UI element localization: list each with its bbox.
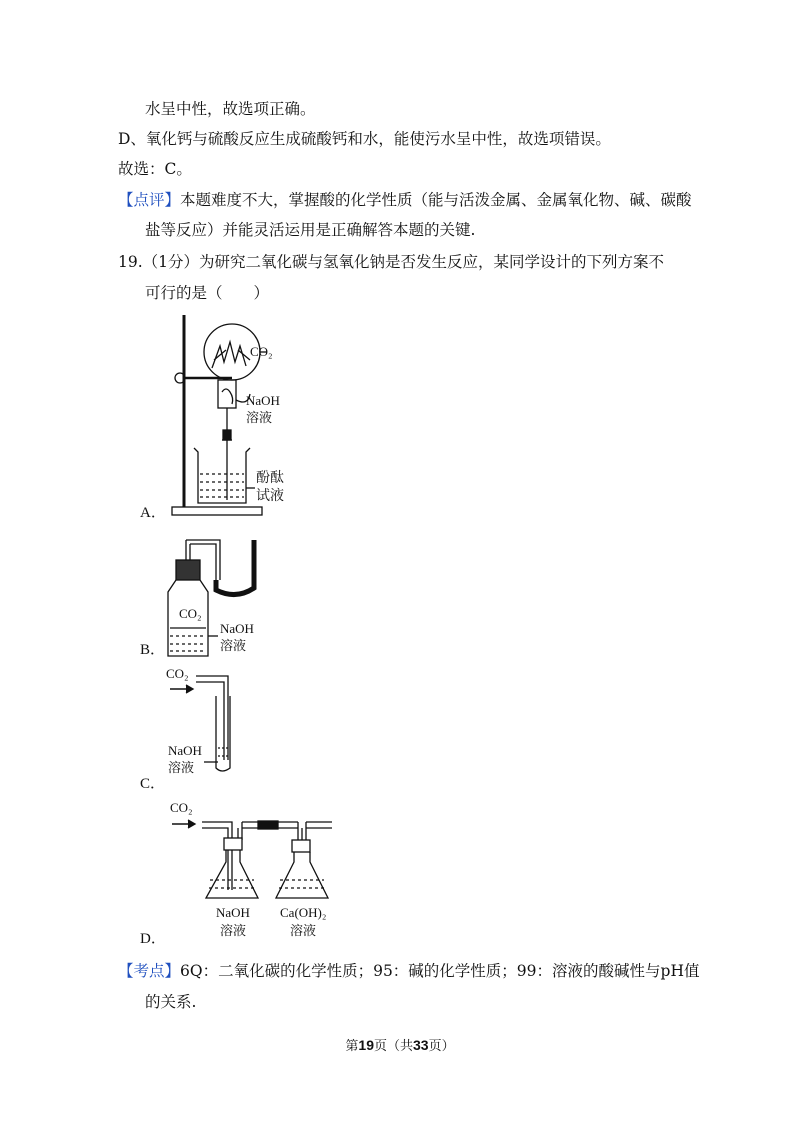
option-b-label: B． [140, 642, 166, 658]
label-a-naoh: NaOH [246, 393, 280, 408]
label-a-phenolphthalein: 酚酞 [256, 471, 284, 486]
label-a-solution: 溶液 [246, 410, 273, 425]
keypoint-line [118, 960, 699, 982]
review-text: 本题难度不大，掌握酸的化学性质（能与活泼金属、金属氧化物、碱、碳酸 [180, 191, 692, 209]
label-b-naoh: NaOH [220, 621, 254, 636]
label-c-naoh: NaOH [168, 743, 202, 758]
option-d-label: D． [140, 931, 166, 947]
label-d-naoh-solution: 溶液 [220, 923, 247, 938]
page-footer: 第19页（共33页） [345, 1037, 455, 1054]
label-d-caoh2: Ca(OH)₂ [280, 905, 327, 920]
label-a-co2: CO₂ [250, 344, 273, 359]
text-line-3: 故选：C。 [118, 160, 192, 178]
label-b-solution: 溶液 [220, 638, 247, 653]
keypoint-line-2: 的关系. [145, 993, 197, 1011]
option-c-label: C． [140, 776, 166, 792]
question-line-2: 可行的是（ ） [145, 284, 270, 302]
label-d-caoh2-solution: 溶液 [290, 923, 317, 938]
label-d-co2: CO₂ [170, 800, 193, 815]
label-d-naoh: NaOH [216, 905, 250, 920]
label-c-co2: CO₂ [166, 666, 189, 681]
text-line-2: D、氧化钙与硫酸反应生成硫酸钙和水，能使污水呈中性，故选项错误。 [118, 130, 611, 148]
keypoint-tag: 【考点】 [118, 962, 181, 980]
text-line-1: 水呈中性，故选项正确。 [145, 100, 316, 118]
label-b-co2: CO₂ [179, 606, 202, 621]
review-tag: 【点评】 [118, 191, 181, 209]
review-line-2: 盐等反应）并能灵活运用是正确解答本题的关键. [145, 221, 476, 239]
page-total: 33 [413, 1037, 429, 1053]
label-c-solution: 溶液 [168, 760, 195, 775]
question-line-1: 19.（1分）为研究二氧化碳与氢氧化钠是否发生反应，某同学设计的下列方案不 [118, 253, 665, 271]
diagram-d [172, 820, 332, 898]
keypoint-text: 6Q：二氧化碳的化学性质；95：碱的化学性质；99：溶液的酸碱性与pH值 [180, 962, 700, 980]
option-a-label: A． [140, 505, 166, 521]
label-a-reagent: 试液 [256, 489, 284, 504]
page-number: 19 [358, 1037, 374, 1053]
